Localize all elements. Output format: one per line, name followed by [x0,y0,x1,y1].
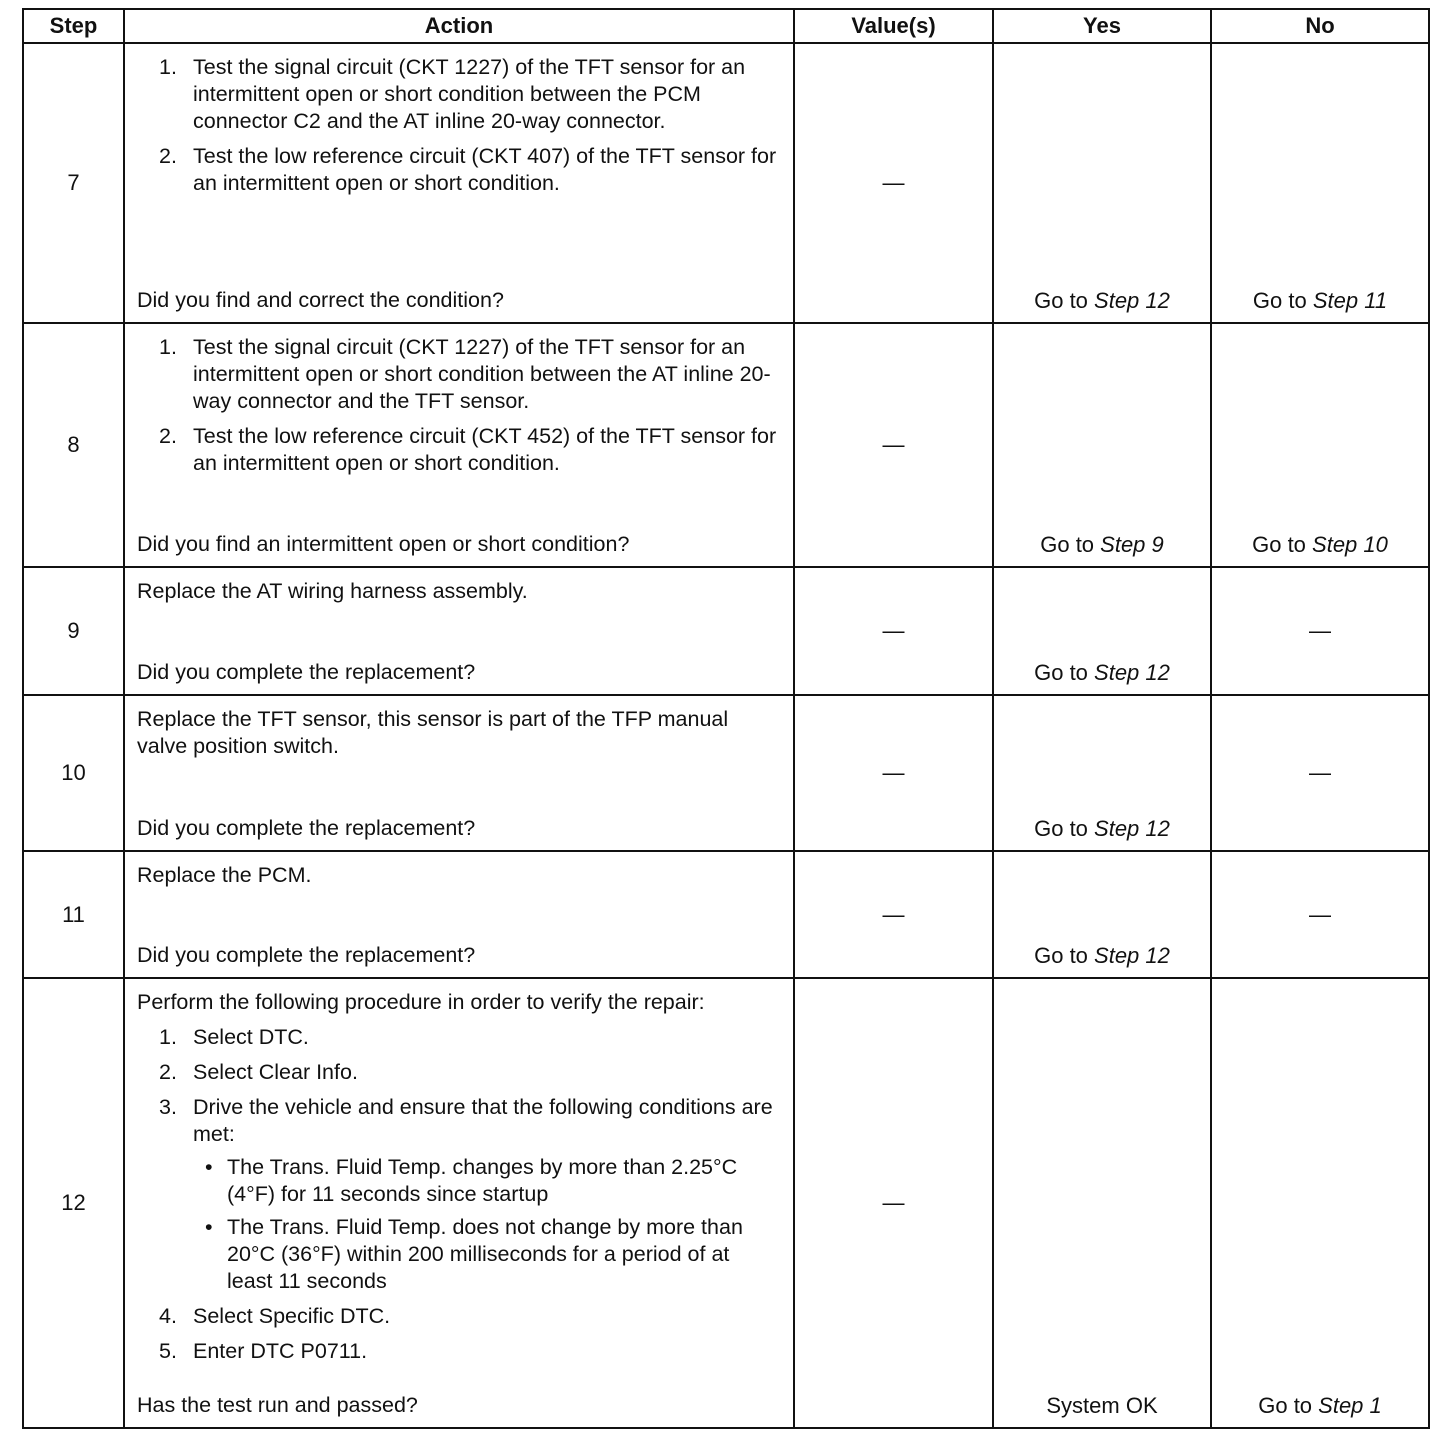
table-row-step-8 [23,323,1429,567]
step-number: 8 [23,323,124,567]
header-value: Value(s) [794,9,993,43]
action-cell [124,43,794,323]
yes-cell [993,851,1211,978]
value-cell: — [794,978,993,1428]
action-text: Perform the following procedure in order to verify the repair: [137,990,705,1014]
yes-cell: System OK [993,978,1211,1428]
action-question: Did you complete the replacement? [137,660,476,684]
step-number: 7 [23,43,124,323]
action-cell [124,851,794,978]
go-to-label: Go to [1034,943,1095,968]
action-step-item: 1. Select DTC. [159,1025,309,1049]
no-cell: — [1211,851,1429,978]
value-cell: — [794,567,993,695]
value-cell: — [794,695,993,851]
action-step-item: 4. Select Specific DTC. [159,1304,391,1328]
no-cell [1211,43,1429,323]
go-to-label: Go to [1034,816,1095,841]
table-row-step-11 [23,851,1429,978]
value-cell: — [794,43,993,323]
action-cell [124,567,794,695]
go-to-step: Step 12 [1094,943,1170,968]
no-cell: — [1211,695,1429,851]
diagnostic-table [22,8,1430,1429]
action-step-item: 1. Test the signal circuit (CKT 1227) of the TFT sensor for an intermittent open or short condition between the AT inline 20-way connector and the TFT sensor. [159,335,771,413]
table-row-step-10 [23,695,1429,851]
table-row-step-7 [23,43,1429,323]
yes-cell [993,567,1211,695]
action-step-item: 2. Select Clear Info. [159,1060,358,1084]
action-question: Did you find an intermittent open or short condition? [137,532,630,556]
go-to-step: Step 11 [1312,288,1388,313]
value-cell: — [794,851,993,978]
action-cell [124,695,794,851]
go-to-step: Step 1 [1318,1393,1382,1418]
action-steps [137,54,779,205]
header-step: Step [23,9,124,43]
go-to-label: Go to [1034,660,1095,685]
yes-cell [993,323,1211,567]
action-text: Replace the TFT sensor, this sensor is part of the TFP manual valve position switch. [137,707,729,758]
action-steps [137,1024,779,1365]
go-to-label: Go to [1258,1393,1319,1418]
value-cell: — [794,323,993,567]
action-steps [137,334,779,485]
go-to-label: Go to [1034,288,1095,313]
go-to-step: Step 10 [1312,532,1388,557]
action-question: Did you complete the replacement? [137,816,476,840]
action-question: Did you find and correct the condition? [137,288,504,312]
action-step-item: 2. Test the low reference circuit (CKT 407) of the TFT sensor for an intermittent open or short condition. [159,144,777,195]
condition-list [193,1154,779,1295]
header-row [23,9,1429,43]
go-to-step: Step 12 [1094,288,1170,313]
action-step-item: 2. Test the low reference circuit (CKT 452) of the TFT sensor for an intermittent open or short condition. [159,424,777,475]
yes-cell [993,695,1211,851]
yes-cell [993,43,1211,323]
go-to-label: Go to [1252,288,1313,313]
no-cell: — [1211,567,1429,695]
header-yes: Yes [993,9,1211,43]
step-number: 10 [23,695,124,851]
action-text: Replace the AT wiring harness assembly. [137,579,528,603]
condition-item: • The Trans. Fluid Temp. changes by more than 2.25°C (4°F) for 11 seconds since startup [205,1155,738,1206]
go-to-step: Step 9 [1100,532,1164,557]
header-no: No [1211,9,1429,43]
step-number: 12 [23,978,124,1428]
no-cell [1211,323,1429,567]
go-to-step: Step 12 [1094,816,1170,841]
go-to-label: Go to [1252,532,1313,557]
action-text: Replace the PCM. [137,863,312,887]
action-question: Has the test run and passed? [137,1393,418,1417]
action-step-item: 5. Enter DTC P0711. [159,1339,368,1363]
table-row-step-9 [23,567,1429,695]
go-to-step: Step 12 [1094,660,1170,685]
action-step-item: 3. Drive the vehicle and ensure that the following conditions are met: • The Trans. Fluid Temp. changes by more than 2.25°C (4°F) for 11 seconds since startup • The Trans. Fluid Temp. does not change by more than 20°C (36°F) within 200 milliseconds for a period of at least 11 seconds [137,1094,779,1295]
no-cell [1211,978,1429,1428]
table-row-step-12 [23,978,1429,1428]
header-action: Action [124,9,794,43]
action-question: Did you complete the replacement? [137,943,476,967]
step-number: 11 [23,851,124,978]
action-step-item: 1. Test the signal circuit (CKT 1227) of the TFT sensor for an intermittent open or short condition between the PCM connector C2 and the AT inline 20-way connector. [159,55,746,133]
condition-item: • The Trans. Fluid Temp. does not change by more than 20°C (36°F) within 200 milliseconds for a period of at least 11 seconds [205,1215,743,1293]
action-cell [124,323,794,567]
action-cell [124,978,794,1428]
go-to-label: Go to [1040,532,1101,557]
step-number: 9 [23,567,124,695]
